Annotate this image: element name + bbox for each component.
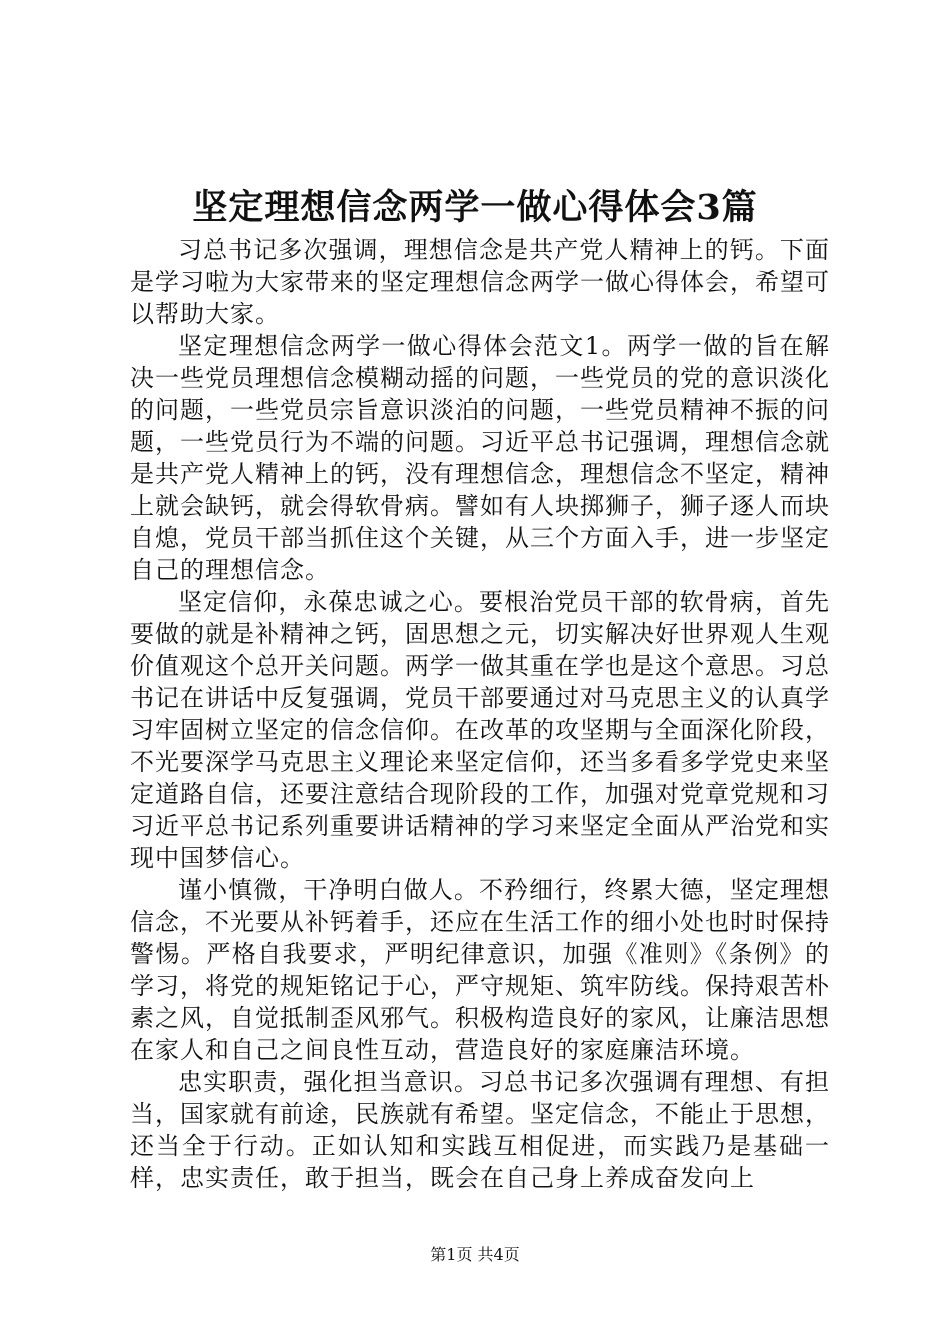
document-title: 坚定理想信念两学一做心得体会3篇: [192, 187, 758, 228]
paragraph-intro: 习总书记多次强调，理想信念是共产党人精神上的钙。下面是学习啦为大家带来的坚定理想信念两学一做心得体会，希望可以帮助大家。: [130, 236, 830, 328]
paragraph-duty-responsibility: 忠实职责，强化担当意识。习总书记多次强调有理想、有担当，国家就有前途，民族就有希望。坚定信念，不能止于思想，还当全于行动。正如认知和实践互相促进，而实践乃是基础一样，忠实责任，敢于担当，既会在自己身上养成奋发向上: [130, 1068, 830, 1192]
paragraph-essay-1: 坚定理想信念两学一做心得体会范文1。两学一做的旨在解决一些党员理想信念模糊动摇的问题，一些党员的党的意识淡化的问题，一些党员宗旨意识淡泊的问题，一些党员精神不振的问题，一些党员行为不端的问题。习近平总书记强调，理想信念就是共产党人精神上的钙，没有理想信念，理想信念不坚定，精神上就会缺钙，就会得软骨病。譬如有人块掷狮子，狮子逐人而块自熄，党员干部当抓住这个关键，从三个方面入手，进一步坚定自己的理想信念。: [130, 332, 830, 584]
page-number-footer: 第1页 共4页: [430, 1245, 520, 1264]
paragraph-cautious-conduct: 谨小慎微，干净明白做人。不矜细行，终累大德，坚定理想信念，不光要从补钙着手，还应在生活工作的细小处也时时保持警惕。严格自我要求，严明纪律意识，加强《准则》《条例》的学习，将党的规矩铭记于心，严守规矩、筑牢防线。保持艰苦朴素之风，自觉抵制歪风邪气。积极构造良好的家风，让廉洁思想在家人和自己之间良性互动，营造良好的家庭廉洁环境。: [130, 876, 830, 1064]
document-body: [130, 234, 830, 1194]
paragraph-firm-belief: 坚定信仰，永葆忠诚之心。要根治党员干部的软骨病，首先要做的就是补精神之钙，固思想之元，切实解决好世界观人生观价值观这个总开关问题。两学一做其重在学也是这个意思。习总书记在讲话中反复强调，党员干部要通过对马克思主义的认真学习牢固树立坚定的信念信仰。在改革的攻坚期与全面深化阶段，不光要深学马克思主义理论来坚定信仰，还当多看多学党史来坚定道路自信，还要注意结合现阶段的工作，加强对党章党规和习习近平总书记系列重要讲话精神的学习来坚定全面从严治党和实现中国梦信心。: [130, 588, 830, 872]
